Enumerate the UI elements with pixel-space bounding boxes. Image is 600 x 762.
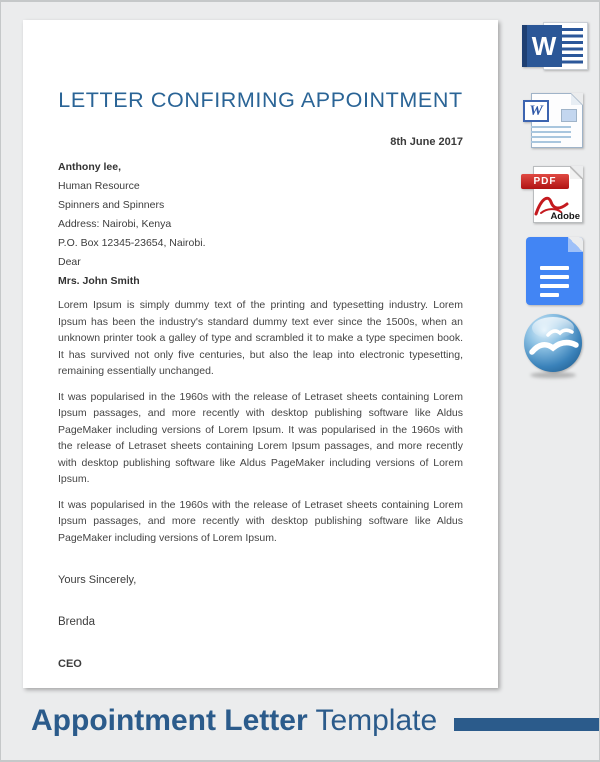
salutation: Dear bbox=[58, 256, 81, 268]
page-heading bbox=[31, 704, 437, 738]
page-heading-bold: Appointment Letter bbox=[31, 704, 308, 737]
orb-shadow bbox=[530, 372, 576, 378]
page-heading-light: Template bbox=[307, 704, 438, 737]
address-line: Address: Nairobi, Kenya bbox=[58, 218, 172, 230]
adobe-wordmark: Adobe bbox=[550, 211, 580, 222]
recipient-name: Anthony lee, bbox=[58, 161, 122, 173]
closing-block bbox=[58, 574, 463, 688]
format-icon-rail bbox=[509, 2, 600, 702]
address-block bbox=[58, 161, 463, 287]
valediction: Yours Sincerely, bbox=[58, 574, 137, 586]
signer-title: CEO bbox=[58, 658, 82, 670]
letter-title: LETTER CONFIRMING APPOINTMENT bbox=[58, 88, 463, 112]
pdf-adobe-icon[interactable] bbox=[521, 166, 589, 224]
word-letter-box: W bbox=[522, 25, 562, 67]
google-docs-icon[interactable] bbox=[526, 237, 583, 305]
gulls-glyph bbox=[524, 314, 582, 372]
page-fold-corner bbox=[568, 237, 583, 252]
doc-image-placeholder bbox=[561, 109, 577, 122]
addressee-name: Mrs. John Smith bbox=[58, 275, 140, 287]
pdf-banner: PDF bbox=[521, 174, 569, 189]
letter-body bbox=[58, 297, 463, 546]
word-icon[interactable] bbox=[522, 22, 588, 70]
letter-page bbox=[23, 20, 498, 688]
letter-date: 8th June 2017 bbox=[390, 136, 463, 148]
signer-name: Brenda bbox=[58, 616, 96, 628]
page-fold-corner bbox=[570, 166, 583, 179]
body-paragraph: Lorem Ipsum is simply dummy text of the printing and typesetting industry. Lorem Ipsum has been the industry's standard dummy text ever since the 1500s, when an unknown printer took a galley of type and scrambled it to make a type specimen book. It has survived not only five centuries, but also the leap into electronic typesetting, remaining essentially unchanged. bbox=[58, 299, 463, 377]
address-line: Spinners and Spinners bbox=[58, 199, 165, 211]
address-line: P.O. Box 12345-23654, Nairobi. bbox=[58, 237, 206, 249]
body-paragraph: It was popularised in the 1960s with the release of Letraset sheets containing Lorem Ipsum passages, and more recently with desktop publishing software like Aldus PageMaker including versions of Lorem Ipsum. It was popularised in the 1960s with the release of Letraset sheets containing Lorem Ipsum passages, and more recently with desktop publishing software like Aldus PageMaker including versions of Lorem Ipsum. bbox=[58, 390, 463, 485]
page-fold-corner bbox=[571, 93, 583, 105]
address-line: Human Resource bbox=[58, 180, 140, 192]
word-doc-icon[interactable] bbox=[523, 93, 585, 148]
heading-accent-bar bbox=[454, 718, 599, 731]
word-doc-letter-box: W bbox=[523, 100, 549, 122]
body-paragraph: It was popularised in the 1960s with the release of Letraset sheets containing Lorem Ipsum passages, and more recently with desktop publishing software like Aldus PageMaker including versions of Lorem Ipsum. bbox=[58, 498, 463, 544]
openoffice-icon[interactable] bbox=[522, 314, 586, 378]
